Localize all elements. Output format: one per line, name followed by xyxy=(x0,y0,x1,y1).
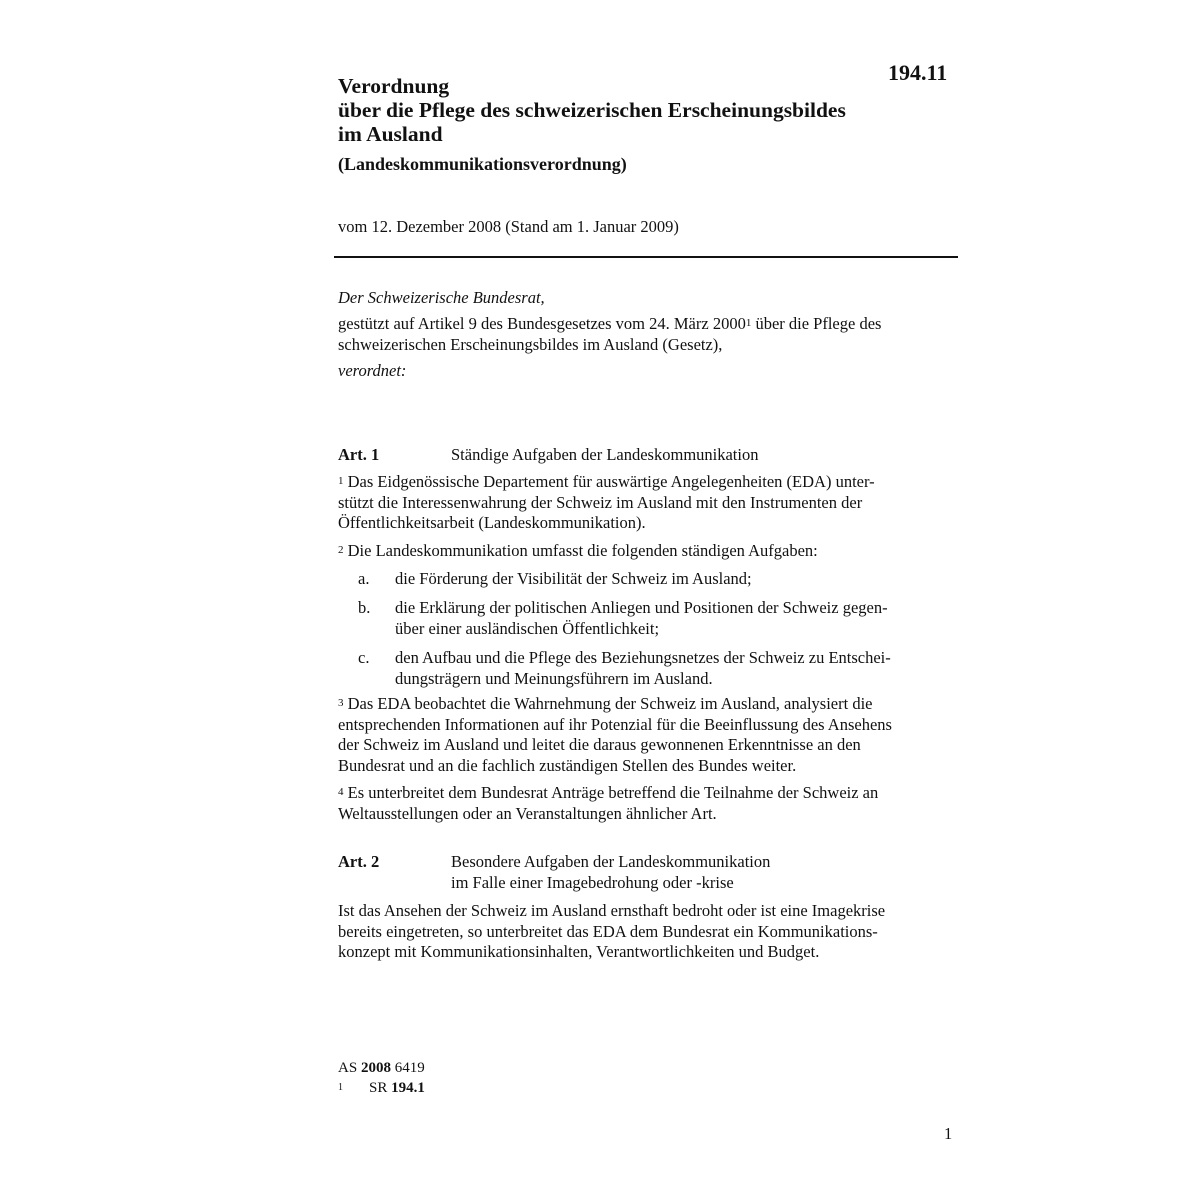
list-item-letter: c. xyxy=(358,648,370,667)
paragraph-line: Ist das Ansehen der Schweiz im Ausland ernsthaft bedroht oder ist eine Imagekrise xyxy=(338,901,886,920)
title-block xyxy=(338,74,948,176)
preamble-basis-line-2: schweizerischen Erscheinungsbildes im Ausland (Gesetz), xyxy=(338,334,723,354)
paragraph-line: konzept mit Kommunikationsinhalten, Verantwortlichkeiten und Budget. xyxy=(338,942,820,961)
preamble-basis-part-1: gestützt auf Artikel 9 des Bundesgesetzes vom 24. März 2000 xyxy=(338,314,746,333)
short-title: (Landeskommunikationsverordnung) xyxy=(338,154,627,174)
list-item-text: die Erklärung der politischen Anliegen und Positionen der Schweiz gegen- über einer ausländischen Öffentlichkeit; xyxy=(395,598,888,638)
title-line-2: über die Pflege des schweizerischen Erscheinungsbildes xyxy=(338,98,846,122)
article-1-paragraph-2: $^2$ Die Landeskommunikation umfasst die folgenden ständigen Aufgaben: xyxy=(338,541,818,560)
as-reference: AS 2008 6419 xyxy=(338,1060,425,1076)
article-2-body xyxy=(338,901,954,963)
paragraph-number: 2 xyxy=(338,544,344,556)
paragraph-line: $^4$ Es unterbreitet dem Bundesrat Anträge betreffend die Teilnahme der Schweiz an xyxy=(338,783,879,802)
article-2-number: Art. 2 xyxy=(338,852,380,871)
preamble-basis-line-1 xyxy=(338,314,954,335)
footnote-ref-1[interactable]: 1 xyxy=(745,317,752,329)
article-1-paragraph-1 xyxy=(338,472,954,534)
list-item-text: die Förderung der Visibilität der Schweiz im Ausland; xyxy=(395,569,752,588)
title-divider xyxy=(334,256,958,258)
paragraph-number: 1 xyxy=(338,475,344,487)
paragraph-line: der Schweiz im Ausland und leitet die daraus gewonnenen Erkenntnisse an den xyxy=(338,735,861,754)
article-1-item-list xyxy=(338,569,954,689)
list-item-text: den Aufbau und die Pflege des Beziehungsnetzes der Schweiz zu Entschei- dungsträgern und Meinungsführern im Ausland. xyxy=(395,648,891,688)
page-number: 1 xyxy=(944,1124,953,1143)
article-1-paragraph-3 xyxy=(338,694,954,776)
paragraph-line: Öffentlichkeitsarbeit (Landeskommunikation). xyxy=(338,513,646,532)
article-2-heading: Besondere Aufgaben der Landeskommunikation im Falle einer Imagebedrohung oder -krise xyxy=(451,852,771,892)
paragraph-line: $^3$ Das EDA beobachtet die Wahrnehmung der Schweiz im Ausland, analysiert die xyxy=(338,694,873,713)
article-1-heading: Ständige Aufgaben der Landeskommunikation xyxy=(451,445,759,464)
preamble-basis xyxy=(338,314,954,355)
paragraph-line: bereits eingetreten, so unterbreitet das EDA dem Bundesrat ein Kommunikations- xyxy=(338,921,878,941)
paragraph-number: 4 xyxy=(338,786,344,798)
sr-number: 194.11 xyxy=(888,60,948,85)
title-line-3: im Ausland xyxy=(338,122,443,146)
paragraph-line: Weltausstellungen oder an Veranstaltungen ähnlicher Art. xyxy=(338,803,717,823)
article-1-number: Art. 1 xyxy=(338,445,380,464)
article-1-paragraph-4 xyxy=(338,783,954,824)
list-item-letter: b. xyxy=(358,598,371,617)
article-1-header xyxy=(338,445,954,466)
paragraph-line: entsprechenden Informationen auf ihr Potenzial für die Beeinflussung des Ansehens xyxy=(338,714,892,734)
preamble-decrees: verordnet: xyxy=(338,361,407,380)
title-line-1: Verordnung xyxy=(338,74,450,98)
paragraph-line: $^1$ Das Eidgenössische Departement für auswärtige Angelegenheiten (EDA) unter- xyxy=(338,472,875,491)
paragraph-number: 3 xyxy=(338,697,344,709)
paragraph-line: Bundesrat und an die fachlich zuständigen Stellen des Bundes weiter. xyxy=(338,755,797,775)
list-item-letter: a. xyxy=(358,569,370,588)
date-line: vom 12. Dezember 2008 (Stand am 1. Januar 2009) xyxy=(338,217,679,236)
preamble-basis-part-2: über die Pflege des xyxy=(751,314,882,333)
footnote-1: $^1$ SR 194.1 xyxy=(338,1080,425,1096)
preamble-authority: Der Schweizerische Bundesrat, xyxy=(338,288,545,307)
article-2-header xyxy=(338,852,954,893)
paragraph-line: stützt die Interessenwahrung der Schweiz im Ausland mit den Instrumenten der xyxy=(338,492,863,512)
footnote-marker: 1 xyxy=(338,1082,343,1093)
footnotes xyxy=(338,1058,425,1098)
